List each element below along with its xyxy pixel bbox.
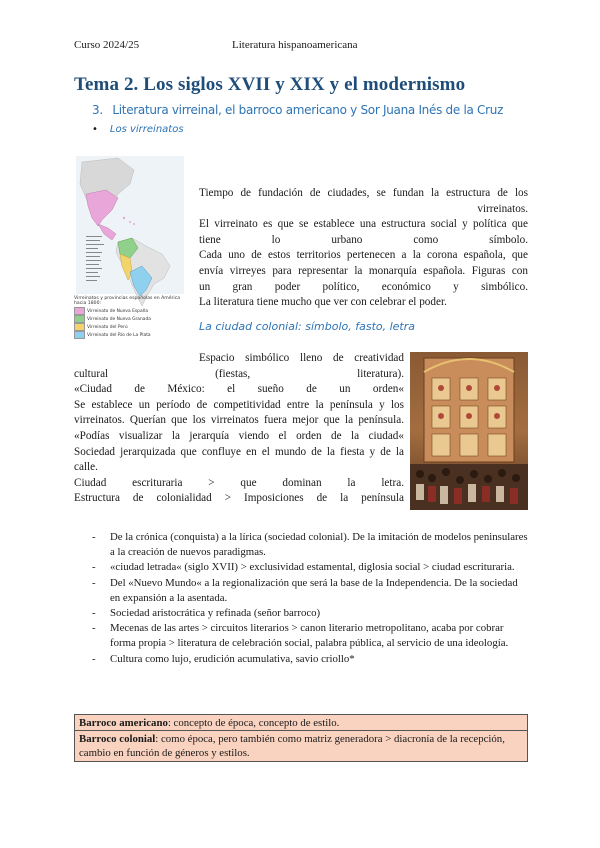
text-line: virreinatos. Querían que los virreinatos fuera mejor que la península. <box>74 414 404 427</box>
section-number: 3. <box>92 103 103 117</box>
colonial-painting <box>410 352 528 510</box>
legend-swatch <box>74 331 85 339</box>
definition-term: Barroco americano <box>79 717 168 729</box>
text-line: virreinatos. <box>477 202 528 215</box>
legend-label: Virreinato del Río de La Plata <box>87 332 151 338</box>
painting-image <box>410 352 528 510</box>
subject-label: Literatura hispanoamericana <box>232 39 358 51</box>
map-title: Virreinatos y provincias españolas en América hacia 1800: <box>74 296 181 306</box>
text-line: un gran poder político, económico y simbólico. <box>199 280 528 293</box>
text-line: Ciudad escrituraria > que dominan la letra. <box>74 476 404 489</box>
text-line: «Ciudad de México: el sueño de un orden« <box>74 383 404 396</box>
legend-swatch <box>74 307 85 315</box>
section-title: Literatura virreinal, el barroco americano y Sor Juana Inés de la Cruz <box>112 103 504 117</box>
legend-label: Virreinato de Nueva Granada <box>87 316 151 322</box>
list-item: - Cultura como lujo, erudición acumulativa, savio criollo* <box>92 652 528 667</box>
list-item: - «ciudad letrada« (siglo XVII) > exclusividad estamental, diglosia social > ciudad escrituraria. <box>92 560 528 575</box>
text-line: calle. <box>74 461 98 474</box>
course-label: Curso 2024/25 <box>74 39 140 51</box>
text-line: «Podías visualizar la jerarquía viendo el orden de la ciudad« <box>74 429 404 442</box>
bullet-item <box>92 124 184 135</box>
text-line: La literatura tiene mucho que ver con celebrar el poder. <box>199 296 447 309</box>
bullet-dot-icon: • <box>92 124 98 135</box>
text-line: El virreinato es que se establece una estructura social y política que <box>199 218 528 231</box>
legend-swatch <box>74 323 85 331</box>
text-line: Cada uno de estos territorios pertenecen a la corona española, que <box>199 249 528 262</box>
text-line: Se establece un período de competitividad entre la península y los <box>74 398 404 411</box>
map-legend-item <box>74 323 184 331</box>
list-item: - Mecenas de las artes > circuitos literarios > canon literario metropolitano, acaba por cobrar forma propia > literatura de celebración social, palabra pública, al servicio de una ideología. <box>92 621 528 651</box>
map-legend <box>74 307 184 339</box>
map-legend-item <box>74 307 184 315</box>
paragraph-ciudad-colonial <box>74 351 404 507</box>
definition-text: : concepto de época, concepto de estilo. <box>167 717 340 729</box>
map-legend-item <box>74 315 184 323</box>
legend-label: Virreinato del Perú <box>87 324 128 330</box>
text-line: Espacio simbólico lleno de creatividad <box>199 352 404 364</box>
page-title: Tema 2. Los siglos XVII y XIX y el modernismo <box>74 74 466 95</box>
definition-text: : como época, pero también como matriz generadora > diacronía de la recepción, cambio en función de géneros y estilos. <box>79 733 505 759</box>
list-item: - De la crónica (conquista) a la lírica (sociedad colonial). De la imitación de modelos peninsulares a la creación de nuevos paradigmas. <box>92 530 528 560</box>
list-item: - Del «Nuevo Mundo« a la regionalización que será la base de la Independencia. De la sociedad en expansión a la asentada. <box>92 576 528 606</box>
subheading-ciudad-colonial: La ciudad colonial: símbolo, fasto, letra <box>199 320 416 333</box>
legend-swatch <box>74 315 85 323</box>
text-line: tiene lo urbano como símbolo. <box>199 233 528 246</box>
characteristics-list <box>92 530 528 667</box>
text-line: cultural (fiestas, literatura). <box>74 367 404 380</box>
text-line: Sociedad jerarquizada que confluye en el mundo de la fiesta y de la <box>74 445 404 458</box>
map-legend-item <box>74 331 184 339</box>
bullet-label: Los virreinatos <box>109 124 184 135</box>
paragraph-virreinatos <box>199 186 528 311</box>
viceroyalties-map <box>72 154 186 352</box>
definition-box-barroco-colonial <box>74 730 528 762</box>
section-heading <box>92 103 503 117</box>
dash-list <box>92 530 528 667</box>
list-item: - Sociedad aristocrática y refinada (señor barroco) <box>92 606 528 621</box>
text-line: Tiempo de fundación de ciudades, se fundan la estructura de los <box>199 187 528 199</box>
legend-label: Virreinato de Nueva España <box>87 308 149 314</box>
text-line: Estructura de colonialidad > Imposiciones de la península <box>74 492 404 505</box>
text-line: envía virreyes para representar la monarquía española. Figuras con <box>199 264 528 277</box>
definition-term: Barroco colonial <box>79 733 156 745</box>
